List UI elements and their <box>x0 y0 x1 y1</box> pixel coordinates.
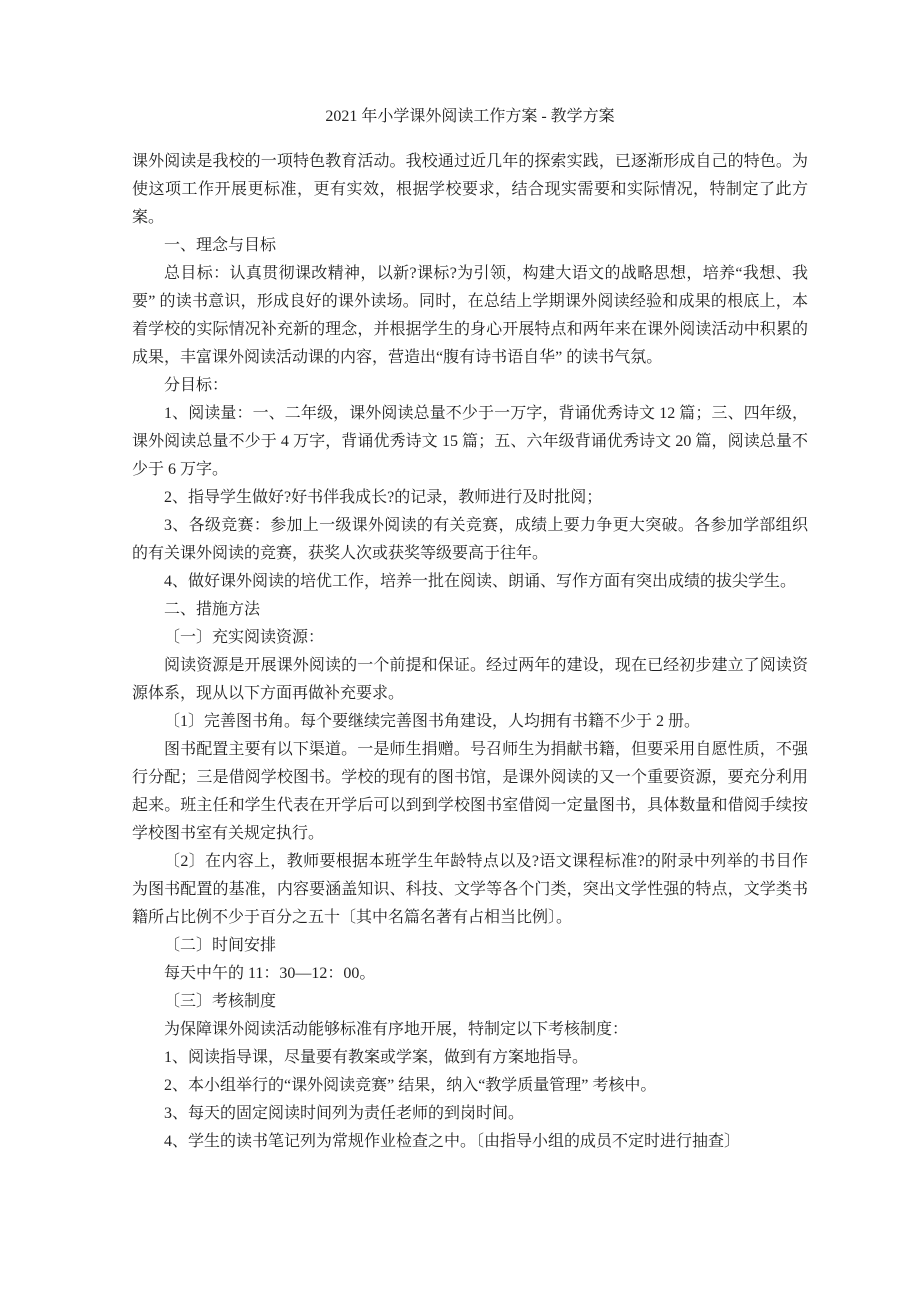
paragraph: 〔1〕完善图书角。每个要继续完善图书角建设，人均拥有书籍不少于 2 册。 <box>164 713 701 730</box>
paragraph: 课外阅读是我校的一项特色教育活动。我校通过近几年的探索实践，已逐渐形成自己的特色。为使这项工作开展更标准，更有实效，根据学校要求，结合现实需要和实际情况，特制定了此方案。 <box>132 153 808 226</box>
paragraph: 4、学生的读书笔记列为常规作业检查之中。〔由指导小组的成员不定时进行抽查〕 <box>164 1133 741 1150</box>
paragraph: 4、做好课外阅读的培优工作，培养一批在阅读、朗诵、写作方面有突出成绩的拔尖学生。 <box>164 573 797 590</box>
paragraph: 2、本小组举行的“课外阅读竞赛” 结果，纳入“教学质量管理” 考核中。 <box>164 1077 657 1094</box>
paragraph: 〔2〕在内容上，教师要根据本班学生年龄特点以及?语文课程标准?的附录中列举的书目作为图书配置的基准，内容要涵盖知识、科技、文学等各个门类，突出文学性强的特点，文学类书籍所占比例不少于百分之五十〔其中名篇名著有占相当比例〕。 <box>132 853 808 926</box>
paragraph: 〔三〕考核制度 <box>164 993 277 1010</box>
paragraph: 为保障课外阅读活动能够标准有序地开展，特制定以下考核制度： <box>164 1021 629 1038</box>
paragraph: 每天中午的 11：30—12：00。 <box>164 965 376 982</box>
paragraph: 图书配置主要有以下渠道。一是师生捐赠。号召师生为捐献书籍，但要采用自愿性质，不强行分配；三是借阅学校图书。学校的现有的图书馆，是课外阅读的又一个重要资源，要充分利用起来。班主任和学生代表在开学后可以到到学校图书室借阅一定量图书，具体数量和借阅手续按学校图书室有关规定执行。 <box>132 741 808 842</box>
paragraph: 总目标：认真贯彻课改精神，以新?课标?为引领，构建大语文的战略思想，培养“我想、我要” 的读书意识，形成良好的课外读场。同时，在总结上学期课外阅读经验和成果的根底上，本着学校的实际情况补充新的理念，并根据学生的身心开展特点和两年来在课外阅读活动中积累的成果，丰富课外阅读活动课的内容，营造出“腹有诗书语自华” 的读书气氛。 <box>132 265 808 366</box>
paragraph: 2、指导学生做好?好书伴我成长?的记录，教师进行及时批阅； <box>164 489 603 506</box>
paragraph: 3、每天的固定阅读时间列为责任老师的到岗时间。 <box>164 1105 525 1122</box>
paragraph: 〔二〕时间安排 <box>164 937 277 954</box>
paragraph: 二、措施方法 <box>164 601 261 618</box>
paragraph: 〔一〕充实阅读资源： <box>164 629 325 646</box>
paragraph: 1、阅读量：一、二年级，课外阅读总量不少于一万字，背诵优秀诗文 12 篇；三、四年级，课外阅读总量不少于 4 万字，背诵优秀诗文 15 篇；五、六年级背诵优秀诗文 20 篇，阅读总量不少于 6 万字。 <box>132 405 808 478</box>
document-body <box>132 148 808 1156</box>
paragraph: 3、各级竞赛：参加上一级课外阅读的有关竞赛，成绩上要力争更大突破。各参加学部组织的有关课外阅读的竞赛，获奖人次或获奖等级要高于往年。 <box>132 517 808 562</box>
paragraph: 一、理念与目标 <box>164 237 277 254</box>
paragraph: 1、阅读指导课，尽量要有教案或学案，做到有方案地指导。 <box>164 1049 589 1066</box>
paragraph: 阅读资源是开展课外阅读的一个前提和保证。经过两年的建设，现在已经初步建立了阅读资源体系，现从以下方面再做补充要求。 <box>132 657 808 702</box>
paragraph: 分目标： <box>164 377 229 394</box>
document-title: 2021 年小学课外阅读工作方案 - 教学方案 <box>325 108 615 125</box>
